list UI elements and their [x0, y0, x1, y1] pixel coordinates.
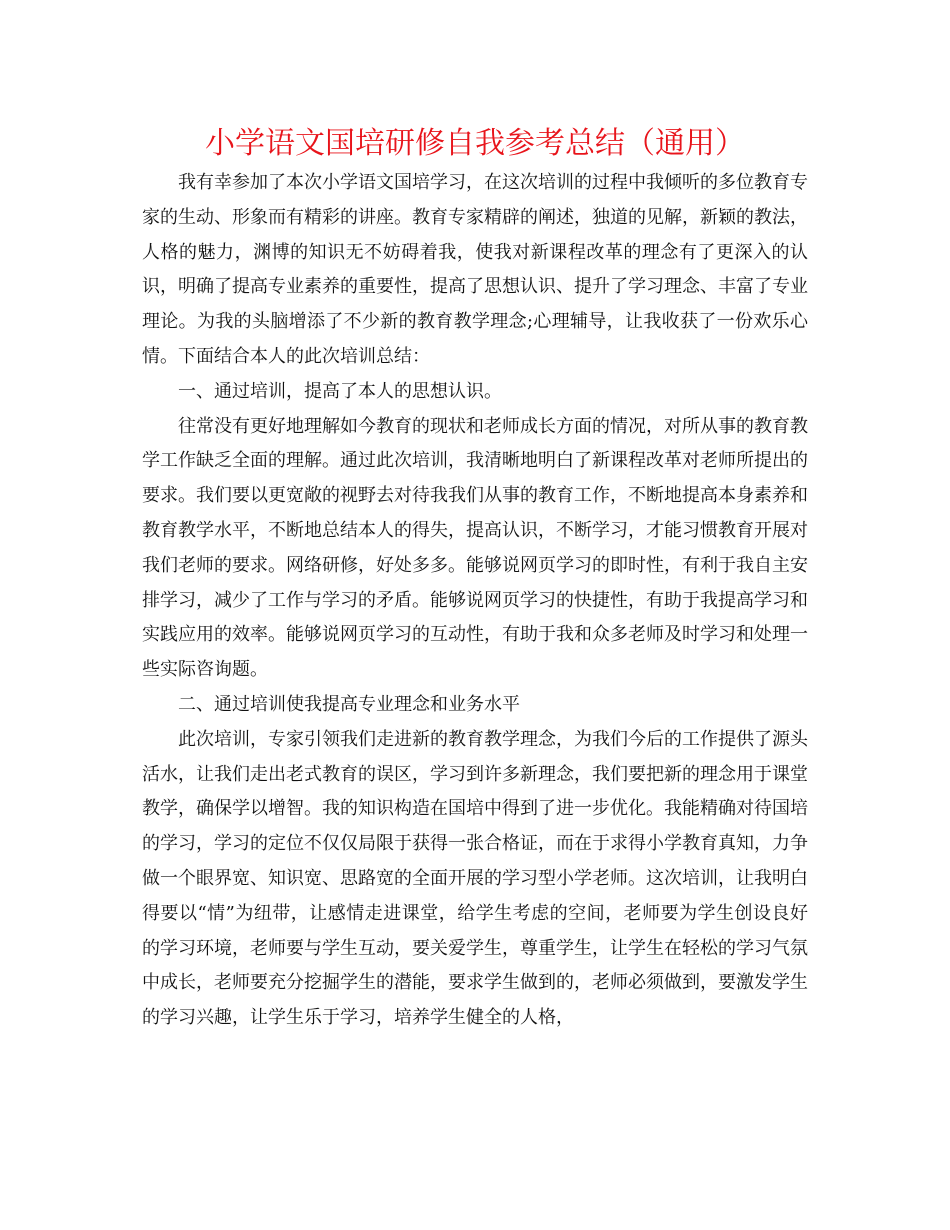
section-heading-1: 一、通过培训，提高了本人的思想认识。 — [178, 380, 502, 402]
paragraph-intro: 我有幸参加了本次小学语文国培学习，在这次培训的过程中我倾听的多位教育专家的生动、形象而有精彩的讲座。教育专家精辟的阐述，独道的见解，新颖的教法，人格的魅力，渊博的知识无不妨碍着我，使我对新课程改革的理念有了更深入的认识，明确了提高专业素养的重要性，提高了思想认识、提升了学习理念、丰富了专业理论。为我的头脑增添了不少新的教育教学理念;心理辅导，让我收获了一份欢乐心情。下面结合本人的此次培训总结： — [142, 172, 808, 367]
document-title: 小学语文国培研修自我参考总结（通用） — [205, 126, 745, 161]
paragraph-section-1: 往常没有更好地理解如今教育的现状和老师成长方面的情况，对所从事的教育教学工作缺乏全面的理解。通过此次培训，我清晰地明白了新课程改革对老师所提出的要求。我们要以更宽敞的视野去对待我我们从事的教育工作，不断地提高本身素养和教育教学水平，不断地总结本人的得失，提高认识，不断学习，才能习惯教育开展对我们老师的要求。网络研修，好处多多。能够说网页学习的即时性，有利于我自主安排学习，减少了工作与学习的矛盾。能够说网页学习的快捷性，有助于我提高学习和实践应用的效率。能够说网页学习的互动性，有助于我和众多老师及时学习和处理一些实际咨询题。 — [142, 415, 808, 681]
document-body — [142, 166, 808, 1036]
paragraph-section-2: 此次培训，专家引领我们走进新的教育教学理念，为我们今后的工作提供了源头活水，让我们走出老式教育的误区，学习到许多新理念，我们要把新的理念用于课堂教学，确保学以增智。我的知识构造在国培中得到了进一步优化。我能精确对待国培的学习，学习的定位不仅仅局限于获得一张合格证，而在于求得小学教育真知，力争做一个眼界宽、知识宽、思路宽的全面开展的学习型小学老师。这次培训，让我明白得要以“情”为纽带，让感情走进课堂，给学生考虑的空间，老师要为学生创设良好的学习环境，老师要与学生互动，要关爱学生，尊重学生，让学生在轻松的学习气氛中成长，老师要充分挖掘学生的潜能，要求学生做到的，老师必须做到，要激发学生的学习兴趣，让学生乐于学习，培养学生健全的人格， — [142, 728, 808, 1029]
section-heading-2: 二、通过培训使我提高专业理念和业务水平 — [178, 693, 520, 715]
